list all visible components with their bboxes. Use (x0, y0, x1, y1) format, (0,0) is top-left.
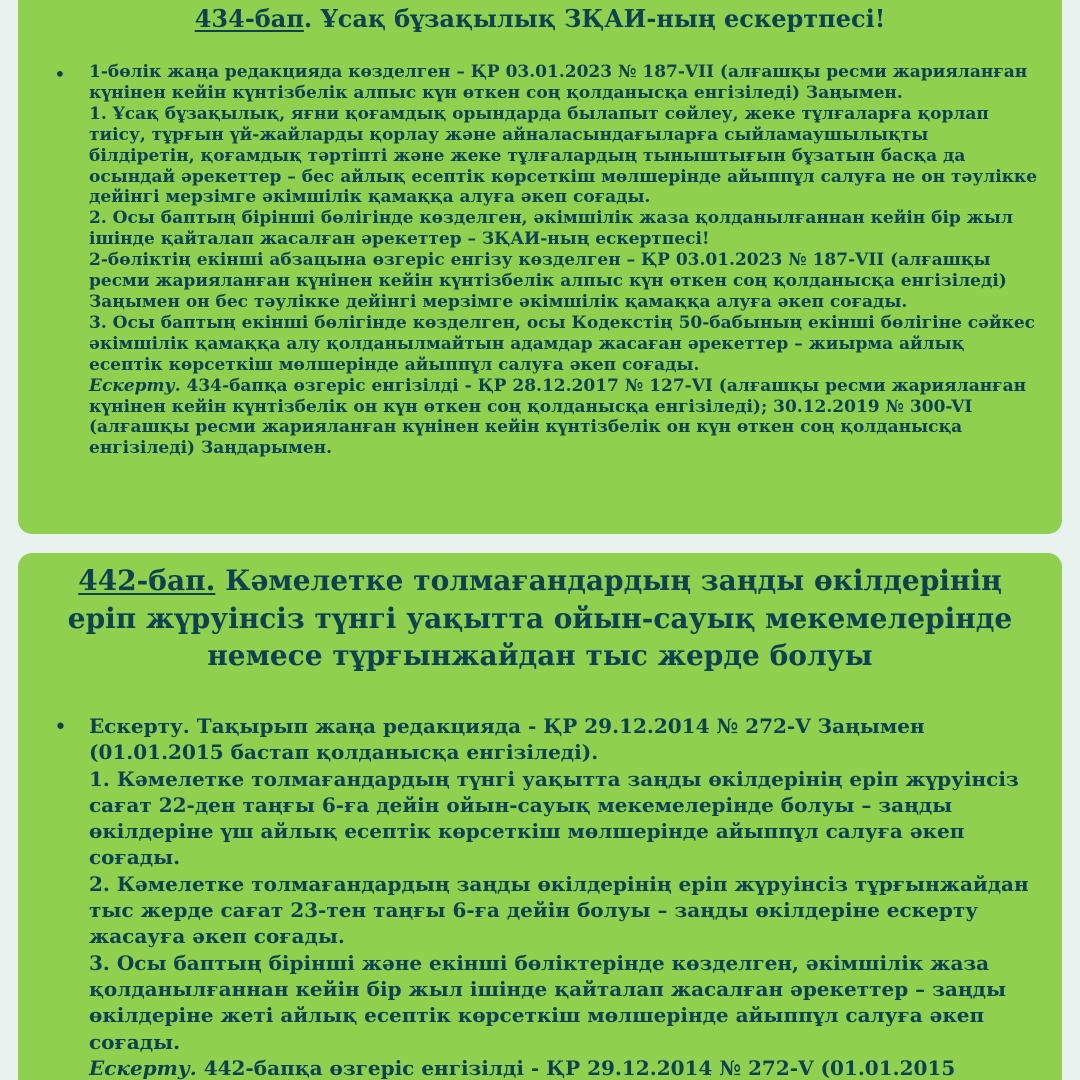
article-434-note-label: Ескерту (89, 375, 175, 396)
article-434-paragraph: 1. Ұсақ бұзақылық, яғни қоғамдық орындарда былапыт сөйлеу, жеке тұлғаларға қорлап тиісу, тұрғын үй-жайларды қорлау және айналасындағыларға сыйламаушылықты білдіретін, қоғамдық тәртіпті және жеке тұлғалардың тыныштығын бұзатын басқа да осындай әрекеттер – бес айлық есептік көрсеткіш мөлшерінде айыппұл салуға не он тәулікке дейінгі мерзімге әкімшілік қамаққа алуға әкеп соғады. (89, 103, 1038, 208)
article-442-paragraph: Ескерту. Тақырып жаңа редакцияда - ҚР 29.12.2014 № 272-V Заңымен (01.01.2015 бастап қолданысқа енгізіледі). (89, 714, 925, 765)
article-434-paragraph: 2-бөліктің екінші абзацына өзгеріс енгізу көзделген – ҚР 03.01.2023 № 187-VII (алғашқы ресми жарияланған күнінен кейін күнтізбелік алпыс күн өткен соң қолданысқа енгізіледі) Заңымен он бес тәулікке дейінгі мерзімге әкімшілік қамаққа алуға әкеп соғады. (89, 250, 1007, 312)
bullet-icon: • (54, 62, 66, 86)
article-434-title (18, 2, 1062, 36)
article-442-paragraph: 1. Кәмелетке толмағандардың түнгі уақытта заңды өкілдерінің еріп жүруінсіз сағат 22-ден таңғы 6-ға дейін ойын-сауық мекемелерінде болуы – заңды өкілдеріне үш айлық есептік көрсеткіш мөлшерінде айыппұл салуға әкеп соғады. (89, 766, 1019, 870)
article-442-note-text: 442-бапқа өзгеріс енгізілді - ҚР 29.12.2014 № 272-V (01.01.2015 (196, 1055, 956, 1080)
article-442-note (89, 1055, 1039, 1080)
article-442-paragraph: 2. Кәмелетке толмағандардың заңды өкілдерінің еріп жүруінсіз тұрғынжайдан тыс жерде сағат 23-тен таңғы 6-ға дейін болуы – заңды өкілдеріне ескерту жасауға әкеп соғады. (89, 871, 1029, 949)
article-442-title (58, 562, 1022, 675)
article-442-body (89, 713, 1039, 1080)
article-434-title-text: . Ұсақ бұзақылық ЗҚАИ-ның ескертпесі! (303, 4, 886, 33)
article-434-note (89, 376, 1039, 460)
article-434-paragraph: 2. Осы баптың бірінші бөлігінде көзделген, әкімшілік жаза қолданылғаннан кейін бір жыл ішінде қайталап жасалған әрекеттер – ЗҚАИ-ның ескертпесі! (89, 208, 1013, 250)
article-442-number: 442-бап. (78, 564, 216, 597)
article-434-paragraph: 1-бөлік жаңа редакцияда көзделген – ҚР 03.01.2023 № 187-VII (алғашқы ресми жарияланған күнінен кейін күнтізбелік алпыс күн өткен соң қолданысқа енгізіледі) Заңымен. (89, 62, 1028, 103)
article-434-paragraph: 3. Осы баптың екінші бөлігінде көзделген, осы Кодекстің 50-бабының екінші бөлігіне сәйкес әкімшілік қамаққа алу қолданылмайтын адамдар жасаған әрекеттер – жиырма айлық есептік көрсеткіш мөлшерінде айыппұл салуға әкеп соғады. (89, 312, 1036, 375)
article-434-body (89, 62, 1039, 459)
article-434-card (18, 0, 1062, 534)
article-434-number: 434-бап (194, 4, 304, 33)
bullet-icon: • (54, 715, 67, 740)
article-442-paragraph: 3. Осы баптың бірінші және екінші бөліктерінде көзделген, әкімшілік жаза қолданылғаннан кейін бір жыл ішінде қайталап жасалған әрекеттер – заңды өкілдеріне жеті айлық есептік көрсеткіш мөлшерінде айыппұл салуға әкеп соғады. (89, 950, 1006, 1054)
article-442-title-text: Кәмелетке толмағандардың заңды өкілдерінің еріп жүруінсіз түнгі уақытта ойын-сауық мекемелерінде немесе тұрғынжайдан тыс жерде болуы (67, 564, 1013, 672)
article-434-note-text: . 434-бапқа өзгеріс енгізілді - ҚР 28.12.2017 № 127-VI (алғашқы ресми жарияланған күнінен кейін күнтізбелік он күн өткен соң қолданысқа енгізіледі); 30.12.2019 № 300-VI (алғашқы ресми жарияланған күнінен кейін күнтізбелік он күн өткен соң қолданысқа енгізіледі) Заңдарымен. (89, 375, 1027, 459)
article-442-card (18, 553, 1062, 1080)
article-442-note-label: Ескерту. (89, 1055, 197, 1080)
